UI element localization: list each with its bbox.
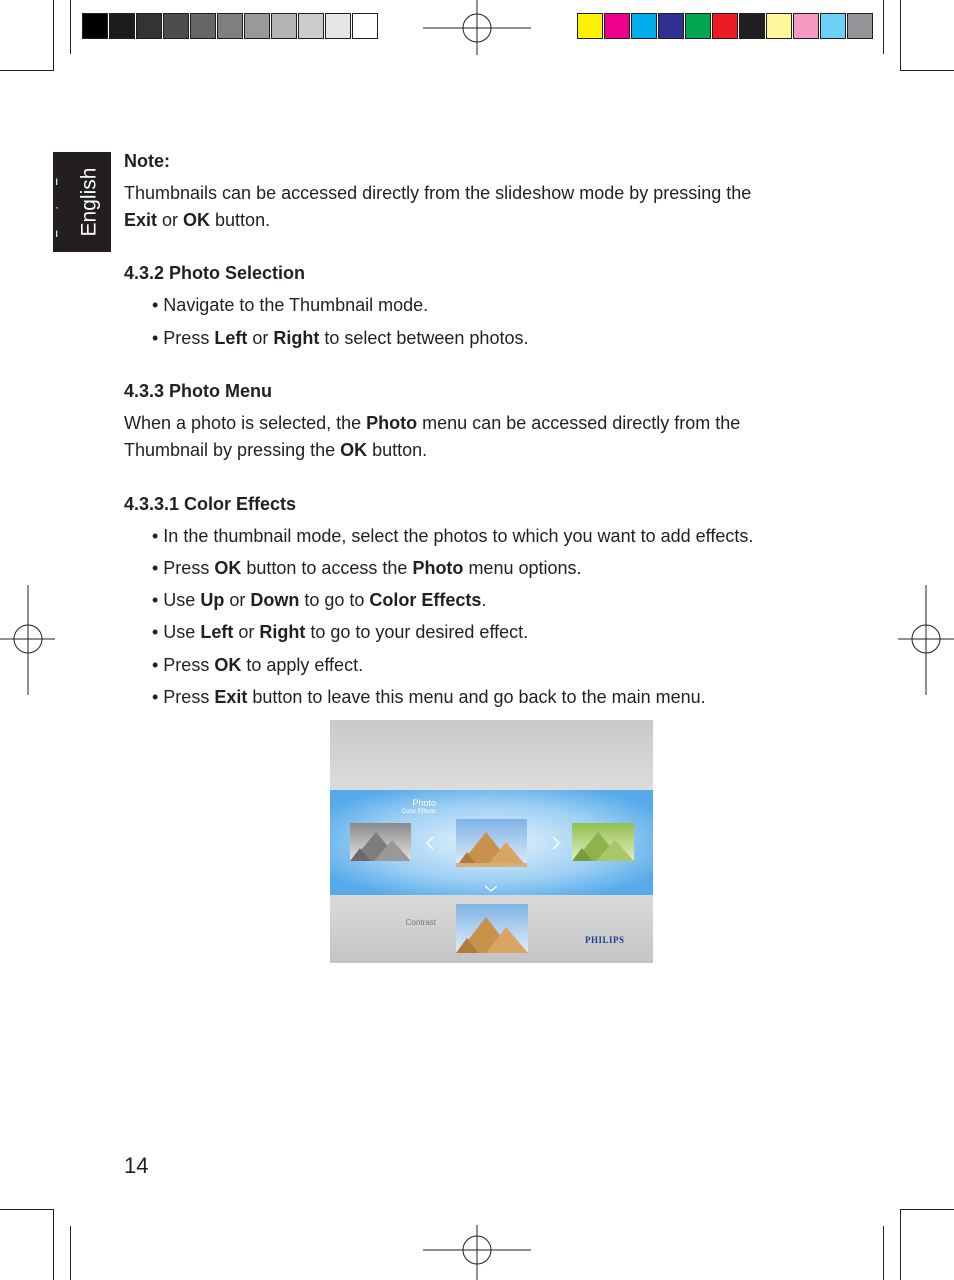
color-swatch — [847, 13, 873, 39]
brand-logo: PHILIPS — [585, 935, 625, 945]
note-line-2: Exit or OK button. — [124, 210, 271, 230]
list-item: • Press OK button to access the Photo menu options. — [152, 558, 582, 578]
section-heading-photo-menu: 4.3.3 Photo Menu — [124, 381, 273, 401]
color-swatch — [739, 13, 765, 39]
color-swatch — [298, 13, 324, 39]
note-line-1: Thumbnails can be accessed directly from the slideshow mode by pressing the — [124, 183, 752, 203]
list-item: • Navigate to the Thumbnail mode. — [152, 295, 429, 315]
list-item: • In the thumbnail mode, select the photos to which you want to add effects. — [152, 526, 754, 546]
color-swatch — [325, 13, 351, 39]
page-number: 14 — [124, 1153, 149, 1178]
color-swatch — [604, 13, 630, 39]
color-swatch — [271, 13, 297, 39]
color-swatch — [658, 13, 684, 39]
registration-target-icon — [423, 0, 531, 60]
color-swatch — [712, 13, 738, 39]
list-item: • Press OK to apply effect. — [152, 655, 364, 675]
color-swatch — [244, 13, 270, 39]
thumbnail-selected — [456, 819, 527, 867]
note-heading: Note: — [124, 151, 170, 171]
section-heading-color-effects: 4.3.3.1 Color Effects — [124, 494, 297, 514]
color-swatch — [136, 13, 162, 39]
registration-target-icon — [898, 585, 954, 695]
color-swatch — [163, 13, 189, 39]
list-item: • Use Up or Down to go to Color Effects. — [152, 590, 487, 610]
color-swatch — [352, 13, 378, 39]
registration-target-icon — [423, 1225, 531, 1280]
menu-title: Photo — [412, 798, 436, 808]
color-swatch — [190, 13, 216, 39]
color-swatch — [217, 13, 243, 39]
device-screenshot — [330, 720, 653, 963]
color-swatch — [109, 13, 135, 39]
tab-marks: ı · ı — [55, 174, 59, 240]
screenshot-canvas — [330, 720, 653, 963]
color-swatch — [793, 13, 819, 39]
next-menu-item: Contrast — [405, 918, 436, 927]
thumbnail-contrast — [456, 904, 528, 953]
color-swatch — [577, 13, 603, 39]
color-swatch — [766, 13, 792, 39]
thumbnail-gray — [350, 823, 411, 861]
language-tab-label: English — [77, 167, 101, 237]
list-item: • Press Exit button to leave this menu and go back to the main menu. — [152, 687, 706, 707]
paragraph-line: When a photo is selected, the Photo menu can be accessed directly from the — [124, 413, 741, 433]
color-swatch — [82, 13, 108, 39]
paragraph-line: Thumbnail by pressing the OK button. — [124, 440, 428, 460]
menu-subtitle: Color Effects — [401, 809, 436, 815]
color-swatch — [820, 13, 846, 39]
color-swatch — [631, 13, 657, 39]
list-item: • Use Left or Right to go to your desired effect. — [152, 622, 529, 642]
section-heading-photo-selection: 4.3.2 Photo Selection — [124, 263, 306, 283]
registration-target-icon — [0, 585, 60, 695]
thumbnail-green — [572, 823, 634, 861]
color-swatch — [685, 13, 711, 39]
list-item: • Press Left or Right to select between photos. — [152, 328, 529, 348]
